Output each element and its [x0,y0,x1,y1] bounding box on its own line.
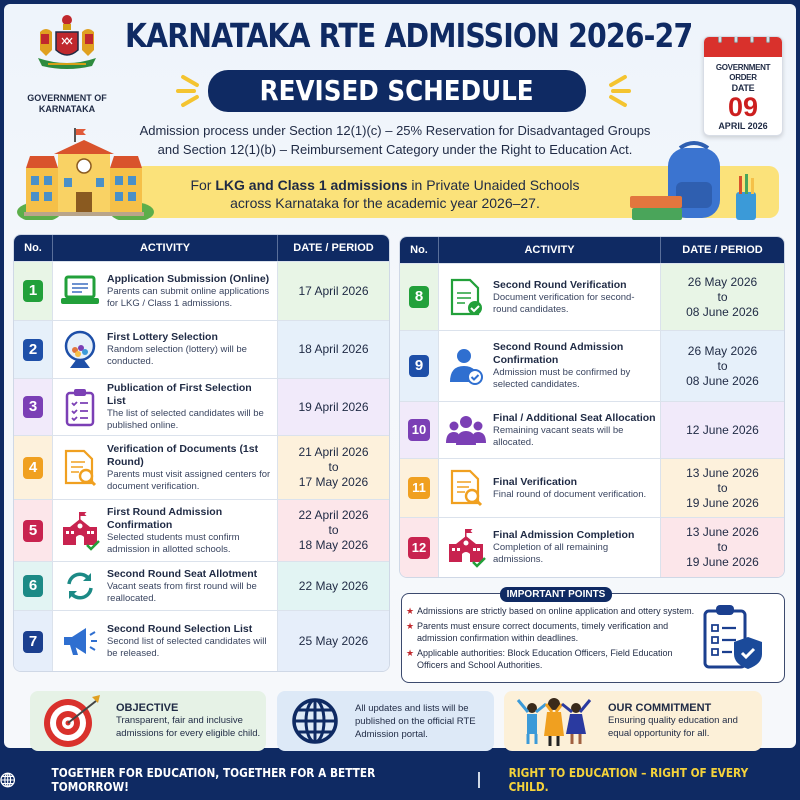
step-number: 12 [408,537,430,559]
revised-schedule-badge: REVISED SCHEDULE [208,70,586,112]
calendar-month-year: APRIL 2026 [718,121,768,131]
step-number: 3 [23,396,43,418]
subtitle-line: and Section 12(1)(b) – Reimbursement Category under the Right to Education Act. [157,142,633,157]
activity-title: Second Round Verification [493,278,627,291]
spark-decoration-icon [176,89,196,93]
clipboard-shield-icon [702,603,764,671]
activity-date-end: 08 June 2026 [686,373,759,388]
important-point-text: Parents must ensure correct documents, timely verification and admission confirmation within deadlines. [417,621,669,643]
table-row [14,261,389,320]
globe-icon [291,697,339,745]
schedule-table-left [13,234,390,672]
schedule-table-right [399,236,785,578]
commitment-card [504,691,762,751]
page-subtitle [130,121,660,159]
activity-title: Final Verification [493,475,578,488]
important-points-title: IMPORTANT POINTS [500,587,612,602]
portal-card [277,691,494,751]
activity-title: Application Submission (Online) [107,272,270,285]
table-row [14,499,389,561]
gov-label-line2: KARNATAKA [38,104,96,114]
scope-banner-text [150,176,620,212]
footer-tagline: RIGHT TO EDUCATION – RIGHT OF EVERY CHILD. [508,766,749,794]
activity-date-to: to [717,540,728,554]
government-order-calendar [703,36,783,136]
table-row [400,458,784,517]
activity-date: 17 April 2026 [298,283,369,298]
backpack-books-icon [628,140,768,224]
header-date: DATE / PERIOD [293,242,374,254]
step-number: 10 [408,419,430,441]
banner-suffix: in Private Unaided Schools [407,177,580,193]
important-point [406,647,696,671]
activity-title: Second Round Selection List [107,623,253,635]
banner-bold: LKG and Class 1 admissions [215,177,408,193]
activity-title: Final / Additional Seat Allocation [493,411,656,424]
activity-description: Parents can submit online applications for LKG / Class 1 admissions. [107,285,270,309]
megaphone-icon [53,620,107,664]
calendar-day: 09 [727,92,759,122]
activity-title: First Lottery Selection [107,331,218,343]
activity-date-start: 26 May 2026 [687,274,758,289]
table-header [400,237,784,263]
objective-title: OBJECTIVE [116,702,179,714]
activity-date-to: to [717,289,728,304]
school-check-icon [53,509,107,553]
activity-description: Remaining vacant seats will be allocated. [493,424,624,448]
activity-description: Random selection (lottery) will be conducted. [107,344,247,367]
activity-date: 18 April 2026 [298,342,369,356]
important-points-list [406,605,696,674]
activity-description: Vacant seats from first round will be reallocated. [107,580,257,604]
spark-decoration-icon [611,89,631,93]
activity-date-start: 26 May 2026 [687,343,758,358]
step-number: 9 [409,355,429,377]
table-row [400,263,784,330]
activity-date-start: 13 June 2026 [686,465,759,480]
activity-date-end: 19 June 2026 [686,495,759,510]
document-search-icon [53,446,107,490]
activity-date: 12 June 2026 [686,422,759,437]
activity-title: Final Admission Completion [493,529,635,541]
activity-description: The list of selected candidates will be published online. [107,408,264,431]
government-logo [22,14,112,115]
step-number: 11 [408,477,430,499]
activity-description: Document verification for second-round candidates. [493,291,635,315]
state-emblem-icon [32,14,102,76]
clipboard-checklist-icon [53,385,107,429]
activity-date-end: 08 June 2026 [686,304,759,319]
activity-description: Parents must visit assigned centers for document verification. [107,468,271,492]
table-row [14,435,389,499]
step-number: 5 [23,520,43,542]
school-check-icon [439,526,493,570]
objective-card [30,691,266,751]
activity-date-to: to [328,460,339,474]
activity-description: Second list of selected candidates will be released. [107,636,267,659]
activity-date-to: to [328,523,339,537]
activity-date-to: to [717,480,728,495]
activity-description: Admission must be confirmed by selected candidates. [493,367,631,390]
header-activity: ACTIVITY [439,237,661,263]
objective-description: Transparent, fair and inclusive admissions for every eligible child. [116,715,261,739]
activity-title: Publication of First Selection List [107,382,252,407]
group-users-icon [439,408,493,452]
activity-description: Selected students must confirm admission in allotted schools. [107,531,240,555]
activity-title: Second Round Admission Confirmation [493,341,624,366]
globe-icon [0,772,15,788]
header-date: DATE / PERIOD [682,244,763,256]
step-number: 7 [23,631,43,653]
activity-date-end: 17 May 2026 [298,475,369,489]
table-row [14,610,389,672]
table-row [14,320,389,378]
activity-title: Second Round Seat Allotment [107,567,258,580]
activity-date: 25 May 2026 [298,634,369,648]
banner-prefix: For [190,177,216,193]
calendar-header-icon [704,37,782,57]
activity-description: Final round of document verification. [493,488,647,500]
header-activity: ACTIVITY [53,235,278,261]
star-icon: ★ [406,648,415,658]
step-number: 8 [409,286,429,308]
activity-date-to: to [717,358,728,373]
important-point [406,605,696,617]
subtitle-line: Admission process under Section 12(1)(c) – 25% Reservation for Disadvantaged Groups [139,123,651,138]
step-number: 1 [23,280,43,302]
portal-description: All updates and lists will be published on the official RTE Admission portal. [355,702,476,740]
commitment-description: Ensuring quality education and equal opportunity for all. [608,715,738,739]
header-no: No. [400,237,439,263]
document-check-icon [439,275,493,319]
activity-date-start: 22 April 2026 [298,508,369,522]
school-building-icon [14,128,154,220]
activity-date-end: 18 May 2026 [298,538,369,552]
table-row [400,330,784,401]
table-row [400,401,784,458]
table-row [14,378,389,435]
footer-banner [0,760,800,800]
calendar-label: GOVERNMENT ORDER [715,63,771,82]
activity-date: 22 May 2026 [298,578,369,593]
activity-title: Verification of Documents (1st Round) [107,442,259,468]
lottery-drum-icon [53,328,107,372]
gov-label-line1: GOVERNMENT OF [27,93,107,103]
footer-divider [478,772,480,788]
activity-description: Completion of all remaining admissions. [493,542,609,565]
table-row [400,517,784,577]
banner-line2: across Karnataka for the academic year 2026–27. [230,195,540,211]
table-row [14,561,389,610]
footer-slogan: TOGETHER FOR EDUCATION, TOGETHER FOR A BETTER TOMORROW! [51,766,376,794]
step-number: 2 [23,339,43,361]
star-icon: ★ [406,621,415,631]
activity-date-start: 13 June 2026 [686,525,759,539]
commitment-title: OUR COMMITMENT [608,702,712,714]
refresh-arrows-icon [53,564,107,608]
header-no: No. [14,235,53,261]
activity-date-end: 19 June 2026 [686,555,759,569]
children-holding-hands-icon [514,694,594,748]
step-number: 4 [23,457,43,479]
table-header [14,235,389,261]
activity-title: First Round Admission Confirmation [107,505,223,531]
calendar-label-date: DATE [731,83,755,93]
important-point-text: Applicable authorities: Block Education Officers, Field Education Officers and School Authorities. [417,648,673,670]
user-check-icon [439,344,493,388]
important-point [406,620,696,644]
laptop-icon [53,269,107,313]
important-point-text: Admissions are strictly based on online application and ottery system. [417,606,695,616]
activity-date: 19 April 2026 [298,399,369,414]
target-arrow-icon [42,693,106,749]
page-title: KARNATAKA RTE ADMISSION 2026-27 [125,16,693,55]
step-number: 6 [23,575,43,597]
document-search-icon [439,466,493,510]
activity-date-start: 21 April 2026 [298,445,369,459]
star-icon: ★ [406,606,415,616]
